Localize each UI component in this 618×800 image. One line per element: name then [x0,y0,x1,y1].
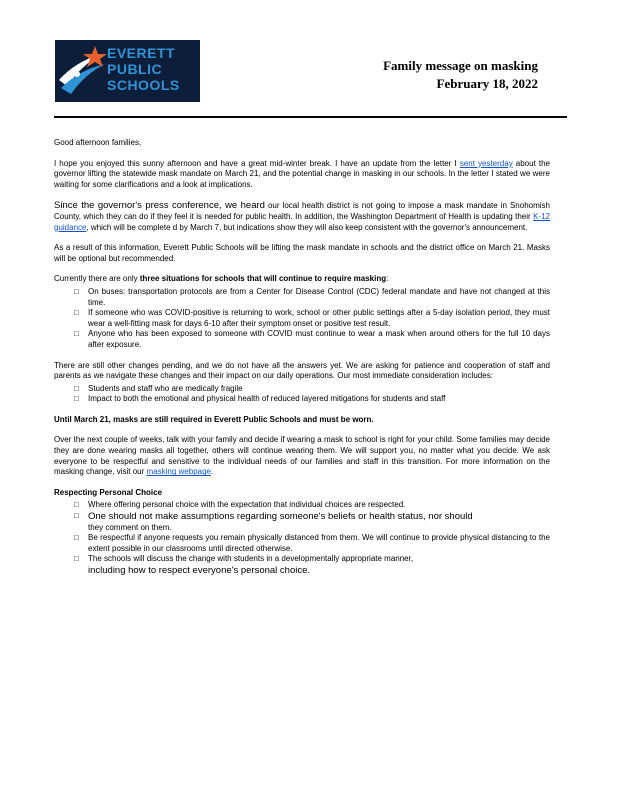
paragraph-health-district: Since the governor's press conference, we heard our local health district is not going to impose a mask mandate in Snohomish County, which they can do if they feel it is needed for public health. In addition, the Washington Department of Health is updating their K-12 guidance, which will be complete d by March 7, but indications show they will also keep consistent with the governor's announcement. [54,200,550,232]
paragraph-result: As a result of this information, Everett Public Schools will be lifting the mask mandate in schools and the district office on March 21. Masks will be optional but recommended. [54,243,550,263]
paragraph-situations-intro: Currently there are only three situations for schools that will continue to require masking: [54,274,389,284]
list-item: □ Be respectful if anyone requests you remain physically distanced from them. We will continue to provide physical distancing to the extent possible in our classrooms until directed otherwise. [54,533,550,554]
logo-text-line2: PUBLIC [107,61,163,77]
list-item: □ The schools will discuss the change with students in a developmentally appropriate manner, including how to respect everyone's personal choice. [54,554,550,576]
choice-list [54,500,550,576]
list-item: □ If someone who was COVID-positive is returning to work, school or other public settings after a 5-day isolation period, they must wear a well-fitting mask for days 6-10 after their symptom onset or positive test result. [54,308,550,329]
list-item: □ On buses: transportation protocols are from a Center for Disease Control (CDC) federal mandate and have not changed at this time. [54,287,550,308]
list-item: □ One should not make assumptions regarding someone's beliefs or health status, nor should they comment on them. [54,511,550,533]
document-date: February 18, 2022 [436,76,538,91]
header-divider [54,116,567,118]
star-swoosh-icon [55,40,115,102]
logo-text-line3: SCHOOLS [107,77,180,93]
paragraph-family-decision: Over the next couple of weeks, talk with your family and decide if wearing a mask to school is right for your child. Some families may decide they are done wearing masks all together, others will continue wearing them. We will support you, no matter what you decide. We ask everyone to be respectful and sensitive to the individual needs of our families and staff in this transition. For more information on the masking change, visit our masking webpage. [54,435,550,477]
paragraph-masks-required: Until March 21, masks are still required in Everett Public Schools and must be worn. [54,414,374,424]
greeting: Good afternoon families, [54,138,142,147]
paragraph-pending-changes: There are still other changes pending, and we do not have all the answers yet. We are asking for patience and cooperation of staff and parents as we navigate these changes and their impact on our daily operations. Our most immediate consideration includes: [54,360,550,381]
logo-text-line1: EVERETT [107,45,176,61]
sent-yesterday-link[interactable]: sent yesterday [459,158,513,168]
list-item: □ Impact to both the emotional and physical health of reduced layered mitigations for students and staff [54,394,550,405]
list-item: □ Where offering personal choice with the expectation that individual choices are respected. [54,500,550,511]
letter-body [54,138,550,587]
situations-list [54,287,550,351]
choice-heading: Respecting Personal Choice [54,487,163,497]
masking-webpage-link[interactable]: masking webpage [146,467,211,477]
list-item: □ Students and staff who are medically fragile [54,384,550,395]
list-item: □ Anyone who has been exposed to someone with COVID must continue to wear a mask when around others for the full 10 days after exposure. [54,329,550,350]
district-logo [55,40,200,102]
document-title: Family message on masking [383,58,538,73]
k12-guidance-link[interactable]: K-12 guidance [54,211,550,232]
paragraph-update: I hope you enjoyed this sunny afternoon and have a great mid-winter break. I have an update from the letter I sent yesterday about the governor lifting the statewide mask mandate on March 21, and the potential change in masking in our schools. In the letter I stated we were waiting for some clarifications and a look at implications. [54,158,551,189]
considerations-list [54,384,550,405]
